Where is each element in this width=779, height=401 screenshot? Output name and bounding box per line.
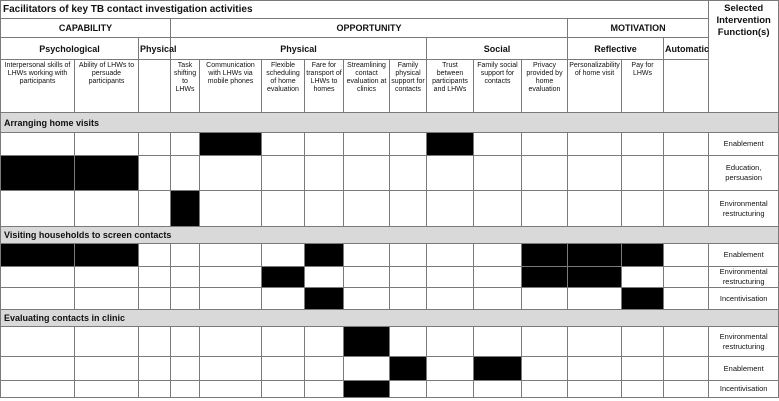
filled-cell <box>622 244 664 267</box>
intervention-function: Incentivisation <box>709 288 779 310</box>
empty-cell <box>305 267 344 288</box>
empty-cell <box>200 156 262 191</box>
empty-cell <box>390 244 427 267</box>
empty-cell <box>139 357 171 381</box>
facilitator-header: Fare for transport of LHWs to homes <box>305 60 344 113</box>
domain-header: CAPABILITY <box>1 19 171 38</box>
empty-cell <box>171 288 200 310</box>
table-row <box>1 156 779 191</box>
section-row <box>1 113 779 133</box>
empty-cell <box>474 267 522 288</box>
empty-cell <box>262 357 305 381</box>
empty-cell <box>664 288 709 310</box>
empty-cell <box>474 191 522 227</box>
empty-cell <box>522 191 568 227</box>
empty-cell <box>427 288 474 310</box>
empty-cell <box>75 327 139 357</box>
filled-cell <box>568 244 622 267</box>
table-row <box>1 288 779 310</box>
intervention-function: Environmental restructuring <box>709 327 779 357</box>
empty-cell <box>171 156 200 191</box>
empty-cell <box>171 267 200 288</box>
table-row <box>1 327 779 357</box>
empty-cell <box>344 191 390 227</box>
empty-cell <box>200 327 262 357</box>
empty-cell <box>474 133 522 156</box>
empty-cell <box>344 357 390 381</box>
empty-cell <box>262 327 305 357</box>
section-label: Visiting households to screen contacts <box>1 227 779 244</box>
empty-cell <box>171 357 200 381</box>
filled-cell <box>262 267 305 288</box>
empty-cell <box>622 357 664 381</box>
empty-cell <box>171 381 200 398</box>
filled-cell <box>622 288 664 310</box>
table-title: Facilitators of key TB contact investigation activities <box>1 1 709 19</box>
facilitator-header: Task shifting to LHWs <box>171 60 200 113</box>
empty-cell <box>262 244 305 267</box>
empty-cell <box>474 327 522 357</box>
empty-cell <box>1 133 75 156</box>
empty-cell <box>522 133 568 156</box>
empty-cell <box>139 191 171 227</box>
empty-cell <box>200 288 262 310</box>
subdomain-header: Social <box>427 38 568 60</box>
empty-cell <box>344 267 390 288</box>
empty-cell <box>522 327 568 357</box>
empty-cell <box>344 288 390 310</box>
empty-cell <box>262 288 305 310</box>
empty-cell <box>568 156 622 191</box>
empty-cell <box>200 244 262 267</box>
filled-cell <box>344 381 390 398</box>
subdomain-header: Physical <box>171 38 427 60</box>
table-row <box>1 191 779 227</box>
empty-cell <box>171 327 200 357</box>
empty-cell <box>305 381 344 398</box>
filled-cell <box>568 267 622 288</box>
intervention-function: Environmental restructuring <box>709 191 779 227</box>
empty-cell <box>568 191 622 227</box>
table-row <box>1 381 779 398</box>
empty-cell <box>262 191 305 227</box>
filled-cell <box>390 357 427 381</box>
section-label: Arranging home visits <box>1 113 779 133</box>
empty-cell <box>1 288 75 310</box>
empty-cell <box>305 357 344 381</box>
intervention-function: Education, persuasion <box>709 156 779 191</box>
empty-cell <box>75 357 139 381</box>
filled-cell <box>171 191 200 227</box>
facilitator-header: Family social support for contacts <box>474 60 522 113</box>
empty-cell <box>75 288 139 310</box>
facilitator-header: Interpersonal skills of LHWs working with participants <box>1 60 75 113</box>
facilitator-header: Flexible scheduling of home evaluation <box>262 60 305 113</box>
empty-cell <box>568 133 622 156</box>
empty-cell <box>139 267 171 288</box>
table-row <box>1 133 779 156</box>
section-row <box>1 310 779 327</box>
empty-cell <box>344 133 390 156</box>
empty-cell <box>568 288 622 310</box>
intervention-function: Enablement <box>709 244 779 267</box>
empty-cell <box>427 267 474 288</box>
filled-cell <box>305 288 344 310</box>
empty-cell <box>427 191 474 227</box>
empty-cell <box>262 381 305 398</box>
filled-cell <box>427 133 474 156</box>
empty-cell <box>474 381 522 398</box>
filled-cell <box>474 357 522 381</box>
empty-cell <box>522 381 568 398</box>
empty-cell <box>390 288 427 310</box>
empty-cell <box>474 244 522 267</box>
empty-cell <box>664 327 709 357</box>
empty-cell <box>664 133 709 156</box>
section-row <box>1 227 779 244</box>
facilitator-header: Privacy provided by home evaluation <box>522 60 568 113</box>
subdomain-header: Psychological <box>1 38 139 60</box>
empty-cell <box>75 191 139 227</box>
empty-cell <box>568 327 622 357</box>
filled-cell <box>1 156 75 191</box>
intervention-function: Environmental restructuring <box>709 267 779 288</box>
empty-cell <box>664 244 709 267</box>
empty-cell <box>262 156 305 191</box>
empty-cell <box>171 244 200 267</box>
empty-cell <box>344 244 390 267</box>
empty-cell <box>390 156 427 191</box>
facilitator-header <box>139 60 171 113</box>
facilitator-header: Trust between participants and LHWs <box>427 60 474 113</box>
empty-cell <box>305 327 344 357</box>
facilitator-header: Ability of LHWs to persuade participants <box>75 60 139 113</box>
filled-cell <box>75 244 139 267</box>
empty-cell <box>139 133 171 156</box>
section-label: Evaluating contacts in clinic <box>1 310 779 327</box>
empty-cell <box>390 133 427 156</box>
empty-cell <box>664 156 709 191</box>
empty-cell <box>664 381 709 398</box>
empty-cell <box>522 357 568 381</box>
filled-cell <box>344 327 390 357</box>
empty-cell <box>1 327 75 357</box>
empty-cell <box>1 381 75 398</box>
empty-cell <box>427 381 474 398</box>
facilitator-header: Family physical support for contacts <box>390 60 427 113</box>
empty-cell <box>305 133 344 156</box>
empty-cell <box>1 267 75 288</box>
empty-cell <box>664 191 709 227</box>
empty-cell <box>1 357 75 381</box>
filled-cell <box>522 267 568 288</box>
intervention-function: Incentivisation <box>709 381 779 398</box>
empty-cell <box>139 244 171 267</box>
filled-cell <box>522 244 568 267</box>
facilitator-header: Streamlining contact evaluation at clinics <box>344 60 390 113</box>
empty-cell <box>427 327 474 357</box>
empty-cell <box>522 156 568 191</box>
empty-cell <box>200 357 262 381</box>
empty-cell <box>622 156 664 191</box>
table-row <box>1 244 779 267</box>
empty-cell <box>139 156 171 191</box>
empty-cell <box>664 357 709 381</box>
empty-cell <box>568 357 622 381</box>
empty-cell <box>200 267 262 288</box>
empty-cell <box>200 381 262 398</box>
facilitator-header: Communication with LHWs via mobile phones <box>200 60 262 113</box>
empty-cell <box>522 288 568 310</box>
empty-cell <box>171 133 200 156</box>
subdomain-header: Physical <box>139 38 171 60</box>
empty-cell <box>427 357 474 381</box>
filled-cell <box>75 156 139 191</box>
empty-cell <box>474 288 522 310</box>
empty-cell <box>344 156 390 191</box>
intervention-function: Enablement <box>709 357 779 381</box>
empty-cell <box>139 288 171 310</box>
empty-cell <box>390 327 427 357</box>
selected-function-header: Selected Intervention Function(s) <box>709 1 779 113</box>
empty-cell <box>622 191 664 227</box>
empty-cell <box>390 267 427 288</box>
empty-cell <box>622 267 664 288</box>
facilitator-header: Pay for LHWs <box>622 60 664 113</box>
empty-cell <box>622 327 664 357</box>
filled-cell <box>200 133 262 156</box>
subdomain-header: Reflective <box>568 38 664 60</box>
empty-cell <box>1 191 75 227</box>
empty-cell <box>390 381 427 398</box>
empty-cell <box>75 267 139 288</box>
empty-cell <box>427 156 474 191</box>
filled-cell <box>1 244 75 267</box>
table-row <box>1 267 779 288</box>
empty-cell <box>427 244 474 267</box>
empty-cell <box>622 381 664 398</box>
empty-cell <box>305 191 344 227</box>
empty-cell <box>75 381 139 398</box>
empty-cell <box>200 191 262 227</box>
domain-header: OPPORTUNITY <box>171 19 568 38</box>
empty-cell <box>568 381 622 398</box>
empty-cell <box>139 327 171 357</box>
filled-cell <box>305 244 344 267</box>
subdomain-header: Automatic <box>664 38 709 60</box>
empty-cell <box>622 133 664 156</box>
intervention-function: Enablement <box>709 133 779 156</box>
domain-header: MOTIVATION <box>568 19 709 38</box>
table-row <box>1 357 779 381</box>
facilitator-header: Personalizability of home visit <box>568 60 622 113</box>
empty-cell <box>75 133 139 156</box>
empty-cell <box>390 191 427 227</box>
empty-cell <box>262 133 305 156</box>
empty-cell <box>474 156 522 191</box>
empty-cell <box>305 156 344 191</box>
facilitator-header <box>664 60 709 113</box>
empty-cell <box>139 381 171 398</box>
empty-cell <box>664 267 709 288</box>
